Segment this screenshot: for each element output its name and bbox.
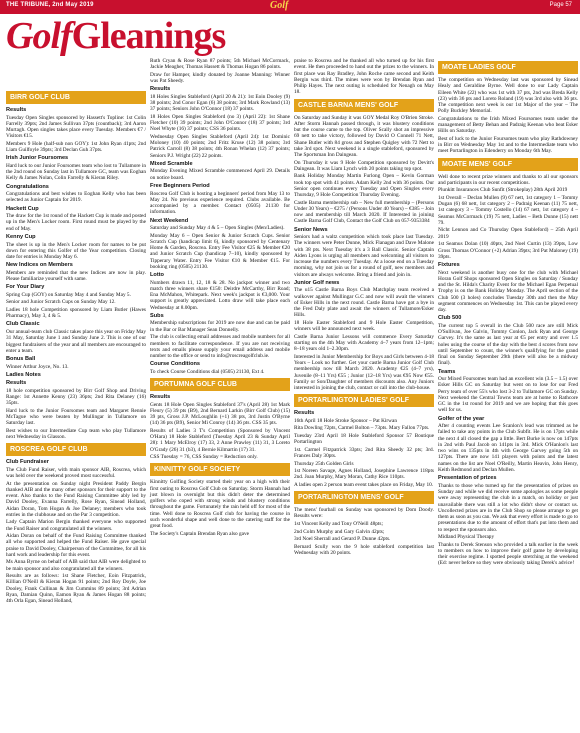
paragraph: The draw for the 1st round of the Hackett Cup is made and posted up in the Men's Locker room. First round must be played by the end of May. [6,213,146,232]
paragraph: Our Mixed Foursomes team had an excellent win (3.5 – 1.5) over Esker Hills GC on Saturday but went on to lose for our Fred Perry team of over 55's who lost 3-2 to Tullamore GC on Sunday. Next weekend the Central Towns team are at home to Rathcore GC in the 1st round for 2019 and we are hoping that this goes well for us. [438,376,578,414]
section-banner: PORTUMNA GOLF CLUB [150,378,290,391]
paragraph: Thursday 25th Golden Girls [294,460,354,467]
paragraph: Saturday and Sunday May 4 & 5 – Open Singles (Men/Ladies). [150,225,285,232]
paragraph: 18 Hole Easter Stableford and 9 Hole Easter Competition, winners will be announced next week. [294,320,434,333]
paragraph: Best wishes to our Intermediate Cup team who play Tullamore next Wednesday in Glasson. [6,427,146,440]
paragraph: Winner Arthur Joyce, No. 13. [6,363,69,370]
paragraph: Membership subscriptions for 2019 are now due and can be paid in the Bar or Bar Manager Sean Donnelly. [150,320,290,333]
paragraph: At the presentation on Sunday night President Paddy Bergin thanked AIB and the many other sponsors for their support to the event. Also thanks to the Fund Raising Committee ably led by David Dooley, Evanna Farrelly, Rose Ryan, Sinead Holland, Aidan Doran, Tom Hogan & Joe Delaney; members who took entries in the clubhouse and on the Par 3 competition. [6,480,146,518]
paragraph: Nicht Lennon and Co Thursday Open Stableford) – 25th April 2019 [438,227,578,240]
paragraph: The mens' fourball on Sunday was sponsored by Dom Doody. Results were: [294,507,434,520]
section-banner: MOATE MENS' GOLF [438,158,578,171]
subheading: Golfer of the year [438,415,485,422]
subheading: Results [294,410,315,417]
paragraph: On Thursday it was 9 Hole Competition sponsored by Devitt's Daingean. It was Liam Lynch with 20 points taking top spot. [294,159,434,172]
paragraph: Members 9 Hole (half-sub non GOY): 1st John Ryan 41pts; 2nd Liam Guilfoyle 39pts; 3rd Declan Guh 37pts. [6,140,146,154]
paragraph: Seniors had a waltz competition which took place last Tuesday. The winners were Peter Dunne, Mick Flanagan and Dave Malone with 38 pts. Next Tuesday it's a 3 Ball Classic. Senior Captain Aiden Lyons is urging all members and welcoming all visitors to increase the numbers every Tuesday. At a loose end on a Tuesday morning, why not join us for a round of golf, new members and visitors are always welcome. Bring a friend and join in. [294,234,434,278]
paragraph: Best of luck to the Junior Foursomes team who play Rathdowney in Birr on Wednesday May 1st and to the Intermediate team who meet Portarlington in Edenderry on Monday 6th May. [438,135,578,155]
subheading: Course Conditions [150,361,201,368]
subheading: Club Classic [6,321,40,328]
paragraph: Results of Ladies 3 T's Competition (Sponsored by Vincent O'Hara) 18 Hole Stableford (Tuesday April 23 & Sunday April 28): 1 Mary McElroy (17) 33, 2 Anne Prawley (11) 31, 3 Loreto O'Grady (26) 31 (b3), 4 Bernie Kilmartin (17) 31. [150,427,290,453]
paragraph: The Club Fund Raiser, with main sponsor AIB, Roscrea, which was held over the weekend proved most successful. [6,466,146,479]
column-1 [6,88,146,606]
paragraph: Castle Barna membership sub – New full membership – (Persons Under 30 Years) – €275 / (Persons Under 40 Years) – €385 – Join now and membership till March 2020. If Interested in joining Castle Barna Golf Club, Contact the Golf Club on 057-9353384 [294,199,434,225]
paragraph: Ruth Cryan & Rose Ryan 87 points; 5th Michael McCormack, Jackie Meagher, Thomas Hassett & Thomas Hogan 86 points. [150,58,290,71]
paragraph: Castle Barna Junior Lessons will commence Every Saturday starting on the 4th May with Academy 4–7 years from 12–1pm; 8–18 years old 1–2.30pm. [294,333,434,353]
paragraph: Thanks to those who turned up for the presentation of prizes on Sunday and while we did receive some apologies as some people were away representing the club in a match, on holiday or just unavailable there was still a lot who didn't show or contact us. Uncollected prizes are in the Club Shop so please arrange to get them as soon as you can. We ask that every effort is made to go to presentations due to the amount of effort that's put into them and to respect the sponsors also. [438,482,578,533]
paragraph: Tuesday 23rd April 18 Hole Stableford Sponsor 57 Boutique Portarlington [294,433,434,446]
paragraph: Ladies 18 hole Competition sponsored by Liam Butler (Hawes Pharmacy), May 3, 4 & 5. [6,306,146,320]
paragraph: Next weekend is another busy one for the club with Michael Horan Golf Shops sponsored Open Singles on Saturday / Sunday and the St. Hilda's Charity Event for the Michael Egan Perpetual Trophy is on the Bank Holiday Monday. The April section of the Club 500 (3 holes) concludes Tuesday 30th and then the May segment commences on Wednesday 1st. This can be played every day. [438,269,578,314]
paragraph: Gents 18 Hole Open Singles Stableford 37's (April 28) 1st Mark Fleury (5) 39 pts (B9), 2nd Bernard Larkin (Birr Golf Club) (15) 39 pts, Gross J.P. McLoughlin (+1) 38 pts, 3rd Justin O'Byrne (14) 36 pts (B9), Senior Mi Conroy (14) 36 pts. CSS 35 pts. [150,401,290,427]
paragraph: praise to Roscrea and he thanked all who turned up for his first event. He then proceeded to hand out the prizes to the winners. In first place was Ray Bradley, John Roche came second and Keith Bergin was third. The mines were won by Brendan Ryan and Philip Hayes. The next outing is scheduled for Nenagh on May 18. [294,58,434,96]
section-banner: PORTARLINGTON LADIES' GOLF [294,394,434,407]
issue-date: THE TRIBUNE, 2nd May 2019 [6,2,94,8]
masthead [6,16,225,56]
section-banner: KINNITTY GOLF SOCIETY [150,463,290,476]
paragraph: The club is collecting email addresses and mobile numbers for all members to facilitate correspondence. If you are not receiving texts and emails please supply your email address and mobile number to the office or send to info@roscreagolfclub.ie. [150,334,290,360]
subheading: Results [6,107,27,113]
paragraph: Plunkitt Insurances Club Sunfit (Strokeplay) 28th April 2019 [438,187,568,194]
paragraph: Monday Evening Mixed Scramble commenced April 29. Details on notice board. [150,168,290,181]
paragraph: CSS Tuesday = 76, CSS Sunday = Reduction only. [150,454,258,461]
section-banner: MOATE LADIES GOLF [438,61,578,74]
paragraph: Results are as follows: 1st Shane Fletcher, Eoin Fitzpatrick, Killian O'Neill & Kieran Hogan 91 points; 2nd Roy Doyle, Joe Dooley, Frank Cullinan & Jim Cummins 89 points; 3rd Adrian Ryan, Damian Quinn, Eamon Ryan & James Hogan 88 points; 4th Orla Egan, Sinead Holland, [6,573,146,605]
subheading: Senior News [294,226,328,233]
paragraph: After 4 counting events Lee Scanlon's lead was trimmed as he failed to take any points in the Club Subfit. He is on 17pts while the next 4 all closed the gap a little. Bert Burke is now on 147pts in 2nd with Paul Jacob on 141pts in 3rd. Mick O'Hanlon's last two wins on 135pts in 4th with George Garvey going 5th on 127pts. There are now 141 players with points and the latest names on the list are Noel O'Reilly, Martin Heavin, John Henry, Keith Redmond and Declan Mullen. [438,423,578,473]
paragraph: 1st Overall – Declan Mullen (9) 67 nett, 1st category 1 – Tommy Dugan (6) 68 nett, 1st category 2 – Padraig Keenan (11) 75 nett, 1st category 3 – Tommy Costello (14) 67 nett, 1st category 4 – Seamus McCormack (19) 75 nett, Ladies – Beth Dunne (15) nett 79. [438,194,578,226]
subheading: Irish Junior Foursomes [6,155,69,162]
subheading: New Indices on Members [6,262,73,269]
paragraph: Aidan Doran on behalf of the Fund Raising Committee thanked all who supported and helped the Fund Raiser. He gave special praise to David Dooley, Chairperson of the Committee, for all his hard work and leadership for this event. [6,533,146,558]
paragraph: Monday May 6 – Open Senior & Junior Scratch Cups. Senior Scratch Cup (handicap limit 6), kindly sponsored by Centenary Home & Garden, Roscrea. Entry Fee Visitor €25 & Member €20 and Junior Scratch Cup (handicap 7–10), kindly sponsored by Tipperary Water. Entry Fee Visitor €10 & Member €15. For booking ring (0505) 21130. [150,232,290,270]
subheading: Teams [438,368,456,375]
paragraph: Numbers drawn 11, 12, 18 & 28. No jackpot winner and two match three winners share €150: Deirdre McCarthy, Birr Road; Ena McMahon, Whitepark. Next week's jackpot is €3,000. Your support is greatly appreciated. Lotto draw will take place each Wednesday at 8.00pm. [150,279,290,311]
paragraph: Bank Holiday Monday Martin Furlong Open – Kevin Gorman took top spot with 41 points. Adam Kelly 2nd with 36 points. Our Senior open continues every Tuesday and Open Singles every Thursday, 9 Hole Competition Thursday Evening. [294,173,434,199]
paragraph: 16th April 18 Hole Stroke Sponsor – Pat Kirwan [294,417,397,424]
paragraph: Wednesday Open Singles Stableford (April 24): 1st Dominic Moloney (10) 40 points; 2nd Fritz Kruse (12) 38 points; 3rd Patrick Carroll (8) 38 points; 4th Ronan Whelan (12) 37 points; Seniors P.J. Wright (22) 22 points. [150,133,290,159]
paragraph: The u15 Castle Barna Boys Club Matchplay team received a walkover against Mullingar G.C and now will await the winners of Esker Hills in the next round. Castle Barna have got a bye in the Fred Daly plate and await the winners of Tullamore/Esker Hills. [294,287,434,319]
subheading: Ladies Notes [6,371,41,378]
section-banner: CASTLE BARNA MENS' GOLF [294,99,434,112]
paragraph: 18 Holes Open Singles Stableford (no 3) (April 22): 1st Shane Fletcher (10) 39 points; 2nd John O'Connor (18) 37 points; 3rd Noel Whyte (16) 37 points; CSS 36 points. [150,113,290,133]
paragraph: Our annual-team club Classic takes place this year on Friday May 31 May, Saturday June 1 and Sunday June 2. This is one of our biggest fundraisers of the year and all members are encouraged to enter a team. [6,329,146,354]
masthead-part1: Golf [6,15,72,57]
paragraph: Lady Captain Marion Bergin thanked everyone who supported the Fund Raiser and congratulated all the winners. [6,519,146,532]
paragraph: The sheet is up in the Men's Locker room for names to be put down for entering this Golfer of the Year competition. Closing date for entries is Monday May 6. [6,241,146,261]
subheading: Lotto [150,272,164,279]
column-4 [438,58,578,568]
page-number: Page 57 [549,2,572,8]
paragraph: Congratulations and best wishes to Eoghan Kelly who has been selected as Junior Captain for 2019. [6,191,146,204]
masthead-part2: Gleanings [71,15,226,57]
section-banner: BIRR GOLF CLUB [6,91,146,104]
section-title: Golf [270,0,289,11]
subheading: Results [150,86,171,93]
column-3 [294,58,434,557]
paragraph: 1st Noreen Savage, Agnes Holland, Josephine Lawrence 118pts 2nd. Joan Murphy, Mary Moran, Cathy Rice 110pts. [294,468,434,481]
subheading: Mixed Scramble [150,160,193,167]
paragraph: The competition on Wednesday last was sponsored by Sinead Healy and Geraldine Byrne. Well done to our Lady Captain Eileen White (22) who was 1st with 37 pts, 2nd was Breda Kelly (23) with 36 pts and Loreto Roland (19) was 3rd also with 36 pts. The competition next week is our 1st Major of the year – The Polly Buckley Memorial. [438,77,578,115]
subheading: Congratulations [6,183,49,190]
subheading: Club 500 [438,315,462,322]
paragraph: 1st Vincent Kelly and Tony O'Neill 48pts; [294,521,383,527]
paragraph: 3rd Noel Sherrall and Gerard P. Dunne 42pts. [294,536,391,543]
paragraph: 2nd Colm Murphy and Gary Galvin 42pts; [294,528,385,535]
subheading: Next Weekend [150,217,189,224]
paragraph: Draw for Hamper, kindly donated by Joanne Manning: Winner was Pat Sheedy. [150,71,290,85]
subheading: Results [150,394,171,401]
paragraph: To check Course Conditions dial (0505) 21130, Ext 4. [150,368,265,375]
paragraph: The current top 5 overall in the Club 500 race are still Mick O'Sullivan, Joe Galvin, Tommy Conlon, Jack Ryan and George Garvey. It's the same as last year at €5 per entry and over 1.5 holes using the course of the day with the best 4 scores from now until September to count, the winner's qualifying for the grand final on Sunday September 29th (there will also be a midway final). [438,322,578,367]
paragraph: 1st Seamus Dolan (10) 40pts, 2nd Noel Curtin (13) 39pts, Low Gross Thomas O'Connor (+2) Adrian 39pts; 3rd Pat Maloney (19) 39pts. [438,241,578,260]
subheading: Kenny Cup [6,233,36,240]
subheading: Junior Golf news [294,279,340,286]
section-banner: ROSCREA GOLF CLUB [6,443,146,456]
paragraph: Hard luck to the Junior Foursomes team and Margaret Rennie McTague who were beaten by Mullingar in Tullamore on Saturday last. [6,407,146,427]
paragraph: Senior and Junior Scratch Cups on Sunday May 12. [6,299,116,306]
paragraph: Rita Dowling 72pts, Carmel Bolton – 73pts. Mary Fallon 77pts. [294,425,430,432]
paragraph: Roscrea Golf Club is hosting a beginners' period from May 13 to May 24. No previous experience required. Clubs available. Be accompanied by a member. Contact (0505) 21130 for information. [150,190,290,216]
paragraph: The Society's Captain Brendan Ryan also gave [150,530,250,537]
subheading: Hackett Cup [6,205,39,212]
page-header-bar [0,0,580,14]
subheading: Bonus Ball [6,356,36,363]
column-2 [150,58,290,538]
section-banner: PORTARLINGTON MENS' GOLF [294,491,434,504]
paragraph: Ms Anna Byrne on behalf of AIB said that AIB were delighted to be main sponsor and also congratulated all the winners. [6,559,146,572]
paragraph: 18 hole competition sponsored by Birr Golf Shop and Driving Range: 1st Annette Kenny (23) 36pts; 2nd Rita Delaney (16) 35pts. [6,387,146,407]
subheading: Free Beginners Period [150,182,210,189]
paragraph: Members are reminded that the new Indices are now in play. Please familiarize yourself with same. [6,269,146,283]
subheading: For Your Diary [6,284,45,291]
paragraph: Well done to recent prize winners and thanks to all our sponsors and participants in our recent competitions. [438,173,578,186]
paragraph: Congratulations to the Irish Mixed Foursomes team under the management of Betty Behan and Padraig Keenan who beat Esker Hills on Saturday. [438,115,578,135]
paragraph: A ladies open 2 person team event takes place on Friday, May 10. [294,481,434,488]
subheading: Subs [150,312,164,319]
paragraph: Spring Cup (GOY) on Saturday May 4 and Sunday May 5. [6,291,131,298]
paragraph: Kinnitty Golfing Society started their year on a high with their first outing to Roscrea Golf Club on Saturday. Storm Hannah had just blown in overnight but this didn't deter the determined golfers who coped with strong winds and blustery conditions throughout the game. Fortunately the rain held off for most of the time. Well done to Roscrea Golf club for having the course in such wonderful shape and well done to the catering staff for the great food. [150,479,290,530]
paragraph: Tuesday Open Singles sponsored by Hassett's Topline: 1st Colin Farrelly 39pts; 2nd James Sullivan 37pts (countback); 3rd Aaron Murtagh. Open singles takes place every Tuesday. Members €7 / Visitors €15. [6,114,146,140]
subheading: Presentation of prizes [438,475,497,482]
subheading: Results [6,380,27,387]
paragraph: Thanks to Derek Stenson who provided a talk earlier in the week to members on how to improve their golf game by developing their exercise regime. I spotted people stretching at the weekend (Ed: never before so they were obviously taking Derek's advice! [438,541,578,567]
subheading: Fixtures [438,262,460,269]
paragraph: Hard luck to our Junior Foursomes team who lost to Tullamore in the 2nd round on Sunday last in Tullamore GC, team was Eoghan Kelly & James Nolan, Colin Farrelly & Kieran Riley. [6,162,146,182]
subheading: Club Fundraiser [6,459,49,466]
paragraph: 1st. Carmel Fitzpatrick 33pts; 2nd Rita Sheedy 32 pts; 3rd. Frances Daly 30pts. [294,446,434,460]
paragraph: Bernard Scully won the 9 hole stableford competition last Wednesday with 20 points. [294,543,434,556]
paragraph: On Saturday and Sunday it was GOY Medal Roy O'Brien Stroke. After Storm Hannah passed through, it was blustery conditions but the course came to the top. Oliver Scally shot an impressive 69 nett to take victory, followed by David O Connell 71 Nett, Shane Butler with 84 gross and Stephen Quigley with 72 Nett to take 3rd spot. Next weekend is a single stableford, sponsored by The Sportsman Inn Daingean. [294,114,434,158]
paragraph: Midland Physical Therapy [438,534,495,541]
paragraph: Interested in Junior Membership for Boys and Girls between 4-18 Years – Look no further. Get your castle Barna Junior Golf Club membership now till March 2020. Academy €25 (4–7 yrs), Juvenile (8–11 Yrs) €55 ; Junior (12–18 Yrs) was €95 Now €55. Family or Son/Daughter of members discounts also. Any Juniors interested in joining the club, contact or call into the club-house. [294,353,434,392]
paragraph: 18 Holes Singles Stableford (April 20 & 21): 1st Eoin Dooley (9) 38 points; 2nd Conor Egan (6) 38 points; 3rd Mark Rowland (13) 37 points; Seniors John O'Connor (18) 37 points. [150,93,290,113]
